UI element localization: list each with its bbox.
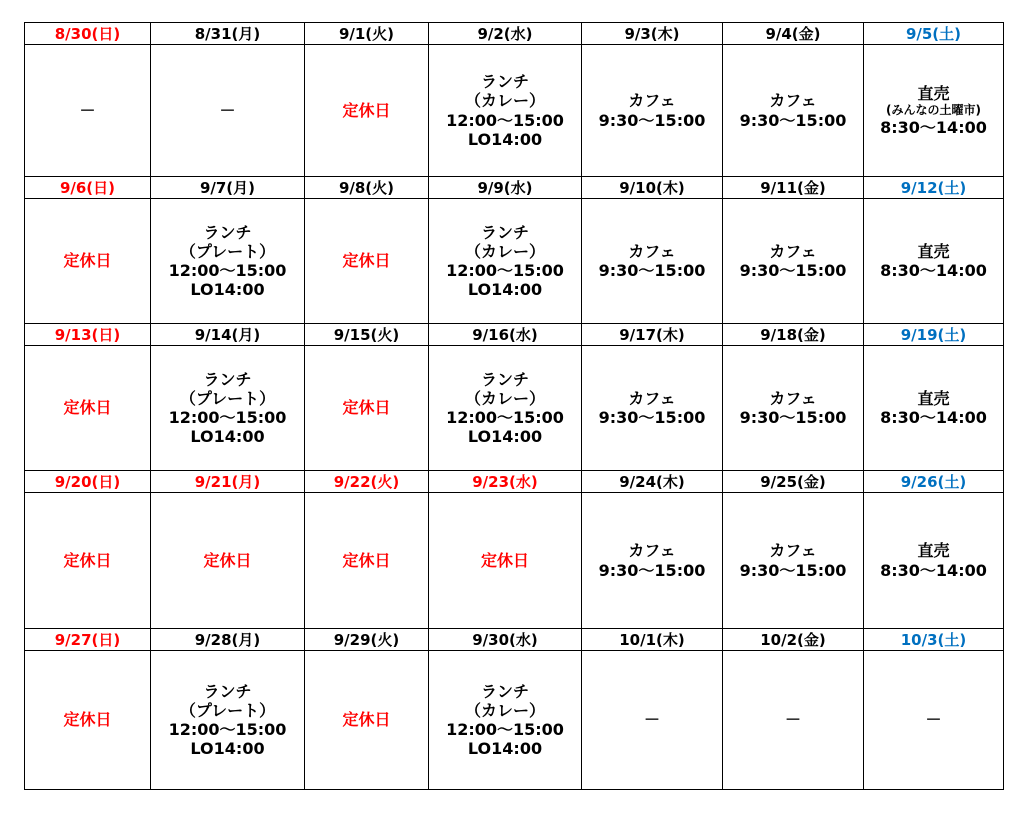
date-cell: 9/24(木) <box>582 471 723 493</box>
date-cell: 9/25(金) <box>723 471 864 493</box>
closed-day-cell: 定休日 <box>25 651 151 790</box>
date-cell: 9/30(水) <box>429 629 582 651</box>
service-hours: 12:00～15:00 <box>446 110 564 130</box>
cafe-cell <box>723 199 864 324</box>
closed-day-cell: 定休日 <box>151 493 305 629</box>
date-header-row <box>25 177 1004 199</box>
last-order: LO14:00 <box>190 427 265 447</box>
last-order: LO14:00 <box>467 280 543 300</box>
date-header-row <box>25 324 1004 346</box>
date-cell: 9/11(金) <box>723 177 864 199</box>
closed-day-cell: 定休日 <box>429 493 582 629</box>
service-hours: 9:30～15:00 <box>739 408 847 427</box>
service-name: 直売 <box>917 84 950 104</box>
lunch-cell <box>429 45 582 177</box>
closed-day-cell: 定休日 <box>305 45 429 177</box>
service-name: カフェ <box>769 91 817 111</box>
service-name: ランチ <box>480 681 529 701</box>
date-cell: 9/29(火) <box>305 629 429 651</box>
service-hours: 12:00～15:00 <box>446 261 564 280</box>
closed-day-cell: 定休日 <box>305 199 429 324</box>
schedule-calendar <box>24 22 1004 790</box>
date-cell: 9/21(月) <box>151 471 305 493</box>
date-cell: 9/13(日) <box>25 324 151 346</box>
date-cell: 9/10(木) <box>582 177 723 199</box>
date-cell: 8/31(月) <box>151 23 305 45</box>
direct-sale-cell <box>864 493 1004 629</box>
service-hours: 12:00～15:00 <box>446 720 564 739</box>
service-hours: 9:30～15:00 <box>598 408 706 427</box>
service-hours: 12:00～15:00 <box>168 261 287 280</box>
service-hours: 8:30～14:00 <box>880 560 987 580</box>
service-hours: 12:00～15:00 <box>168 720 287 739</box>
date-cell: 9/4(金) <box>723 23 864 45</box>
date-cell: 9/22(火) <box>305 471 429 493</box>
menu-type: （カレー） <box>464 241 545 261</box>
date-header-row <box>25 629 1004 651</box>
schedule-row <box>25 346 1004 471</box>
date-cell: 9/17(木) <box>582 324 723 346</box>
date-cell: 9/9(水) <box>429 177 582 199</box>
date-cell: 9/18(金) <box>723 324 864 346</box>
closed-day-cell: 定休日 <box>25 199 151 324</box>
schedule-row <box>25 199 1004 324</box>
lunch-cell <box>151 651 305 790</box>
last-order: LO14:00 <box>467 739 543 759</box>
date-cell: 9/15(火) <box>305 324 429 346</box>
service-name: カフェ <box>769 541 817 561</box>
date-cell: 9/20(日) <box>25 471 151 493</box>
menu-type: （カレー） <box>464 700 545 720</box>
service-name: カフェ <box>628 541 676 561</box>
no-service-cell: － <box>864 651 1004 790</box>
date-header-row <box>25 471 1004 493</box>
date-cell: 9/16(水) <box>429 324 582 346</box>
menu-type: （プレート） <box>179 241 276 261</box>
lunch-cell <box>151 346 305 471</box>
service-name: 直売 <box>917 388 950 408</box>
service-name: ランチ <box>203 222 252 242</box>
date-cell: 9/19(土) <box>864 324 1004 346</box>
service-name: 直売 <box>917 241 950 261</box>
closed-day-cell: 定休日 <box>305 651 429 790</box>
direct-sale-cell <box>864 346 1004 471</box>
schedule-row <box>25 493 1004 629</box>
date-cell: 9/2(水) <box>429 23 582 45</box>
cafe-cell <box>582 493 723 629</box>
service-name: カフェ <box>628 388 676 408</box>
no-service-cell: － <box>151 45 305 177</box>
closed-day-cell: 定休日 <box>25 493 151 629</box>
date-cell: 8/30(日) <box>25 23 151 45</box>
service-hours: 12:00～15:00 <box>446 408 564 427</box>
no-service-cell: － <box>582 651 723 790</box>
service-hours: 9:30～15:00 <box>598 560 706 580</box>
date-cell: 9/3(木) <box>582 23 723 45</box>
date-cell: 10/3(土) <box>864 629 1004 651</box>
cafe-cell <box>723 493 864 629</box>
service-hours: 8:30～14:00 <box>880 261 987 280</box>
cafe-cell <box>723 45 864 177</box>
lunch-cell <box>429 199 582 324</box>
service-name: 直売 <box>917 541 950 561</box>
date-cell: 9/6(日) <box>25 177 151 199</box>
schedule-row <box>25 651 1004 790</box>
date-cell: 9/8(火) <box>305 177 429 199</box>
service-hours: 9:30～15:00 <box>739 261 847 280</box>
date-cell: 9/1(火) <box>305 23 429 45</box>
service-name: ランチ <box>480 72 529 92</box>
cafe-cell <box>582 346 723 471</box>
date-cell: 10/1(木) <box>582 629 723 651</box>
schedule-row <box>25 45 1004 177</box>
last-order: LO14:00 <box>190 280 265 300</box>
service-name: ランチ <box>203 369 252 389</box>
service-hours: 9:30～15:00 <box>598 261 706 280</box>
lunch-cell <box>429 346 582 471</box>
service-hours: 8:30～14:00 <box>880 117 987 137</box>
date-header-row <box>25 23 1004 45</box>
service-hours: 8:30～14:00 <box>880 408 987 427</box>
closed-day-cell: 定休日 <box>25 346 151 471</box>
no-service-cell: － <box>723 651 864 790</box>
cafe-cell <box>723 346 864 471</box>
last-order: LO14:00 <box>190 739 265 759</box>
date-cell: 9/14(月) <box>151 324 305 346</box>
cafe-cell <box>582 45 723 177</box>
menu-type: （プレート） <box>179 700 276 720</box>
closed-day-cell: 定休日 <box>305 346 429 471</box>
menu-type: （カレー） <box>464 91 545 111</box>
no-service-cell: － <box>25 45 151 177</box>
market-note: (みんなの土曜市) <box>886 103 981 118</box>
service-name: カフェ <box>628 241 676 261</box>
cafe-cell <box>582 199 723 324</box>
date-cell: 9/26(土) <box>864 471 1004 493</box>
closed-day-cell: 定休日 <box>305 493 429 629</box>
menu-type: （プレート） <box>179 388 276 408</box>
service-name: ランチ <box>480 222 529 242</box>
last-order: LO14:00 <box>467 129 543 149</box>
direct-sale-cell <box>864 199 1004 324</box>
menu-type: （カレー） <box>464 388 545 408</box>
service-hours: 9:30～15:00 <box>739 110 847 130</box>
service-hours: 12:00～15:00 <box>168 408 287 427</box>
date-cell: 9/5(土) <box>864 23 1004 45</box>
date-cell: 10/2(金) <box>723 629 864 651</box>
date-cell: 9/12(土) <box>864 177 1004 199</box>
date-cell: 9/27(日) <box>25 629 151 651</box>
date-cell: 9/23(水) <box>429 471 582 493</box>
lunch-cell <box>429 651 582 790</box>
date-cell: 9/7(月) <box>151 177 305 199</box>
direct-sale-cell <box>864 45 1004 177</box>
date-cell: 9/28(月) <box>151 629 305 651</box>
service-hours: 9:30～15:00 <box>739 560 847 580</box>
service-name: ランチ <box>203 681 252 701</box>
service-name: カフェ <box>769 388 817 408</box>
service-hours: 9:30～15:00 <box>598 110 706 130</box>
lunch-cell <box>151 199 305 324</box>
service-name: カフェ <box>769 241 817 261</box>
service-name: カフェ <box>628 91 676 111</box>
last-order: LO14:00 <box>467 427 543 447</box>
service-name: ランチ <box>480 369 529 389</box>
